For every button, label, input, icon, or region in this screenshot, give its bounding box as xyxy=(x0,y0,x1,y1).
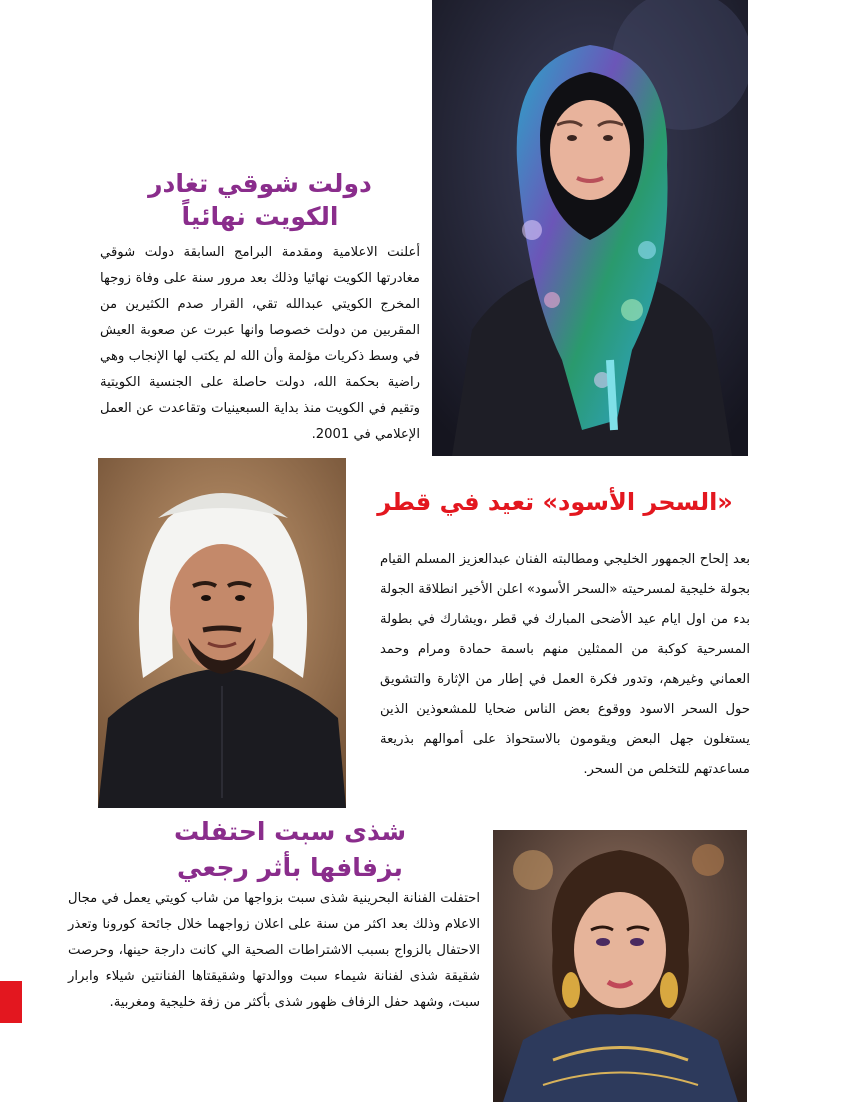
article-1-title-line1: دولت شوقي تغادر xyxy=(148,169,372,198)
article-2-body: بعد إلحاح الجمهور الخليجي ومطالبته الفنان عبدالعزيز المسلم القيام بجولة خليجية لمسرحيته «السحر الأسود» اعلن الأخير انطلاقة الجولة بدء من اول ايام عيد الأضحى المبارك في قطر ،ويشارك في بطولة المسرحية كوكبة من الممثلين منهم باسمة حمادة ومرام وحمد العماني وغيرهم، وتدور فكرة العمل في إطار من الإثارة والتشويق حول السحر الاسود ووقوع بعض الناس ضحايا للمشعوذين الذين يستغلون جهل البعض ويقومون بالاستحواذ على أموالهم بذريعة مساعدتهم للتخلص من السحر. xyxy=(380,552,750,777)
shatha-sabt-photo xyxy=(493,830,747,1102)
dawlat-shawqi-photo xyxy=(432,0,748,456)
article-1-title xyxy=(100,168,420,233)
abdulaziz-almuslim-photo xyxy=(98,458,346,808)
article-3-title-line2: بزفافها بأثر رجعي xyxy=(177,853,403,883)
page-edge-tab xyxy=(0,981,22,1023)
article-3-title xyxy=(100,814,480,887)
article-3-body: احتفلت الفنانة البحرينية شذى سبت بزواجها من شاب كويتي يعمل في مجال الاعلام وذلك بعد اكثر من سنة على اعلان زواجهما خلال جائحة كورونا وتعذر الاحتفال بالزواج بسبب الاشتراطات الصحية الي كانت دارجة حينها، وحرصت شقيقة شذى لفنانة شيماء سبت ووالدتها وشقيقتاها الفنانتين شيلاء وابرار سبت، وشهد حفل الزفاف ظهور شذى بأكثر من زفة خليجية ومغربية. xyxy=(68,891,480,1010)
article-2-title: «السحر الأسود» تعيد في قطر xyxy=(377,488,733,516)
article-3-title-line1: شذى سبت احتفلت xyxy=(173,817,407,846)
article-1-title-line2: الكويت نهائياً xyxy=(181,201,339,231)
article-1-body: أعلنت الاعلامية ومقدمة البرامج السابقة دولت شوقي مغادرتها الكويت نهائيا وذلك بعد مرور سنة على وفاة زوجها المخرج الكويتي عبدالله تقي، القرار صدم الكثيرين من المقربين من دولت خصوصا وانها عبرت عن صعوبة العيش في وسط ذكريات مؤلمة وأن الله لم يكتب لها الإنجاب وهي راضية بحكمة الله، دولت حاصلة على الجنسية الكويتية وتقيم في الكويت منذ بداية السبعينيات وتقاعدت عن العمل الإعلامي في 2001. xyxy=(100,245,420,442)
